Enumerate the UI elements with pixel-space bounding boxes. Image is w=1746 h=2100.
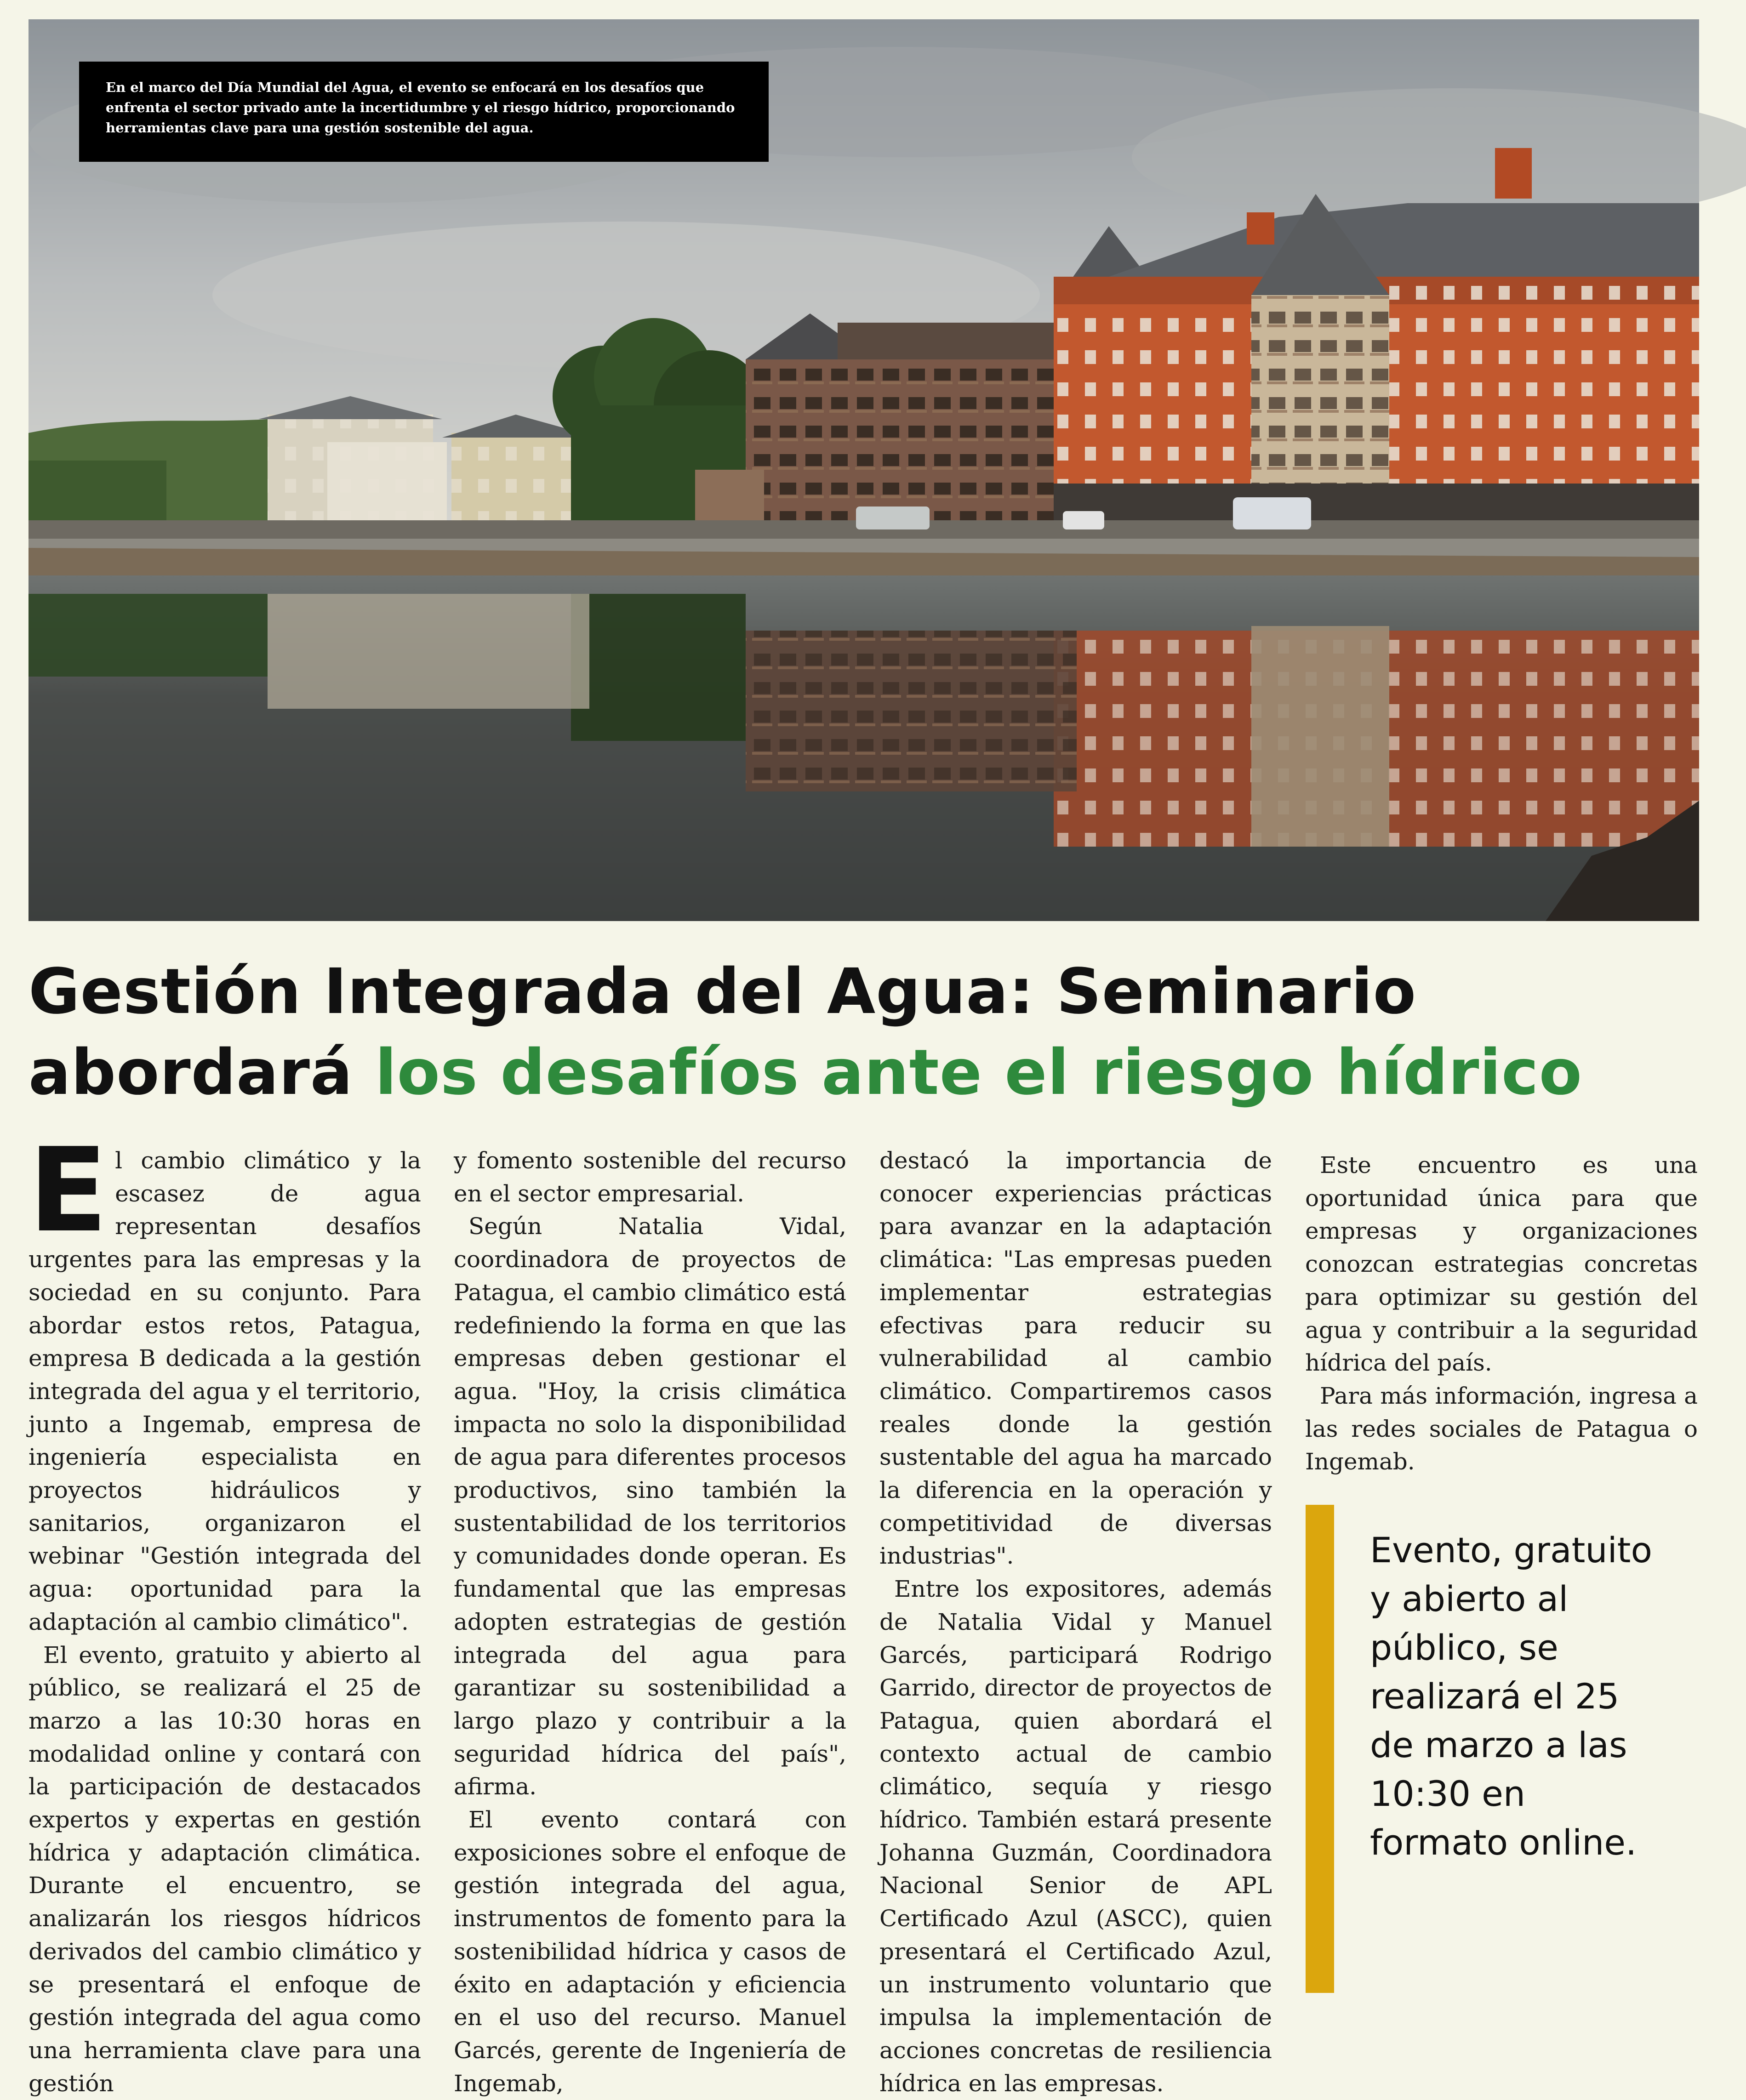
paragraph: Para más información, ingresa a las redes sociales de Patagua o Ingemab. [1305,1382,1698,1475]
paragraph: l cambio climático y la escasez de agua representan desafíos urgentes para las empresas y la sociedad en su conjunto. Para abordar estos retos, Patagua, empresa B dedicada a la gestión integrada del agua y el territorio, junto a Ingemab, empresa de ingeniería especialista en proyectos hidráulicos y sanitarios, organizaron el webinar "Gestión integrada del agua: oportunidad para la adaptación al cambio climático". [29,1147,421,1635]
paragraph: y fomento sostenible del recurso en el sector empresarial. [454,1147,846,1207]
article-column-4 [1305,1149,1698,1479]
paragraph: Según Natalia Vidal, coordinadora de proyectos de Patagua, el cambio climático está redefiniendo la forma en que las empresas deben gestionar el agua. "Hoy, la crisis climática impacta no solo la disponibilidad de agua para diferentes procesos productivos, sino también la sustentabilidad de los territorios y comunidades donde operan. Es fundamental que las empresas adopten estrategias de gestión integrada del agua para garantizar su sostenibilidad a largo plazo y contribuir a la seguridad hídrica del país", afirma. [454,1213,846,1800]
headline-part-green: los desafíos ante el riesgo hídrico [375,1036,1583,1109]
pull-quote-accent-bar [1306,1505,1334,1993]
photo-caption-box [79,62,769,162]
drop-cap: E [29,1123,108,1258]
paragraph: Entre los expositores, además de Natalia Vidal y Manuel Garcés, participará Rodrigo Garrido, director de proyectos de Patagua, quien abordará el contexto actual de cambio climático, sequía y riesgo hídrico. También estará presente Johanna Guzmán, Coordinadora Nacional Senior de APL Certificado Azul (ASCC), quien presentará el Certificado Azul, un instrumento voluntario que impulsa la implementación de acciones concretas de resiliencia hídrica en las empresas. [879,1576,1272,2097]
article-headline [29,951,1706,1113]
article-column-3 [879,1144,1272,2100]
article-column-2 [454,1144,846,2100]
paragraph: El evento contará con exposiciones sobre el enfoque de gestión integrada del agua, instrumentos de fomento para la sostenibilidad hídrica y casos de éxito en adaptación y eficiencia en el uso del recurso. Manuel Garcés, gerente de Ingeniería de Ingemab, [454,1806,846,2097]
paragraph: Este encuentro es una oportunidad única para que empresas y organizaciones conozcan estrategias concretas para optimizar su gestión del agua y contribuir a la seguridad hídrica del país. [1305,1152,1698,1377]
pull-quote: Evento, gratuito y abierto al público, se realizará el 25 de marzo a las 10:30 en formato online. [1370,1530,1652,1863]
paragraph: El evento, gratuito y abierto al público, se realizará el 25 de marzo a las 10:30 horas en modalidad online y contará con la participación de destacados expertos y expertas en gestión hídrica y adaptación climática. Durante el encuentro, se analizarán los riesgos hídricos derivados del cambio climático y se presentará el enfoque de gestión integrada del agua como una herramienta clave para una gestión [29,1641,421,2097]
headline-part-black: Gestión Integrada del Agua: Seminario abordará [29,956,1417,1109]
photo-caption: En el marco del Día Mundial del Agua, el evento se enfocará en los desafíos que enfrenta el sector privado ante la incertidumbre y el riesgo hídrico, proporcionando herramientas clave para una gestión sostenible del agua. [106,80,735,136]
paragraph: destacó la importancia de conocer experiencias prácticas para avanzar en la adaptación climática: "Las empresas pueden implementar estrategias efectivas para reducir su vulnerabilidad al cambio climático. Compartiremos casos reales donde la gestión sustentable del agua ha marcado la diferencia en la operación y competitividad de diversas industrias". [879,1147,1272,1570]
article-column-1 [29,1123,421,2100]
